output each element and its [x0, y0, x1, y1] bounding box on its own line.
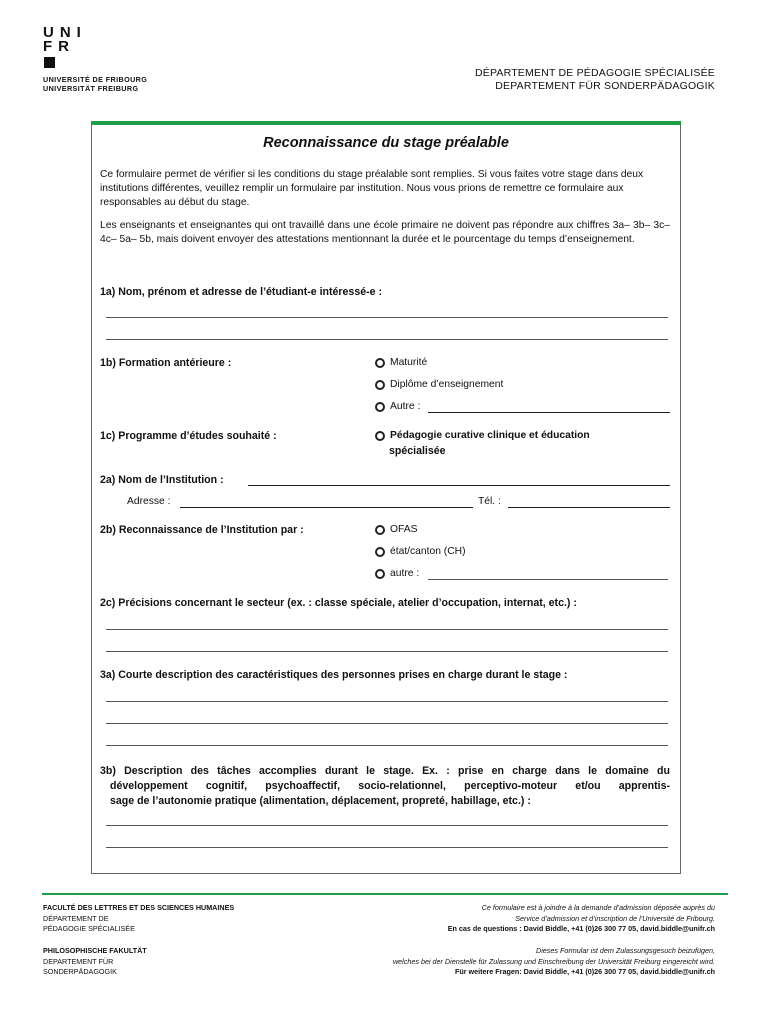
question-3a: 3a) Courte description des caractéristiques des personnes prises en charge durant le stage :	[100, 669, 568, 681]
footer-dept-fr-2: PÉDAGOGIE SPÉCIALISÉE	[43, 924, 135, 933]
faculty-name-de: PHILOSOPHISCHE FAKULTÄT	[43, 946, 147, 955]
intro-paragraph-2: Les enseignants et enseignantes qui ont travaillé dans une école primaire ne doivent pas répondre aux chiffres 3a– 3b– 3c–4c– 5a– 5b, mais doivent envoyer des attestations mentionnant la durée et le pourcentage du temps d’enseignement.	[100, 220, 670, 245]
logo-line-1: UNI	[43, 24, 87, 41]
radio-icon[interactable]	[375, 525, 385, 535]
option-label: Diplôme d’enseignement	[390, 379, 504, 390]
institution-name-line[interactable]	[248, 485, 670, 486]
footer-note-fr-1: Ce formulaire est à joindre à la demande d’admission déposée auprès du	[481, 903, 715, 912]
option-autre-2b[interactable]	[375, 568, 419, 579]
question-3b-line-2: développement cognitif, psychoaffectif, socio-relationnel, perceptivo-moteur et/ou apprentis-	[110, 780, 670, 792]
option-autre[interactable]	[375, 401, 420, 412]
form-title: Reconnaissance du stage préalable	[263, 135, 509, 151]
question-3b	[100, 764, 670, 809]
option-label: Autre :	[390, 401, 421, 412]
intro-paragraph-1: Ce formulaire permet de vérifier si les conditions du stage préalable sont remplies. Si vous faites votre stage dans deux institutions différentes, veuillez remplir un formulaire par institution. Nous vous prions de remettre ce formulaire aux responsables au début du stage.	[100, 169, 644, 208]
question-3b-line-3: sage de l’autonomie pratique (alimentation, déplacement, propreté, habillage, etc.) :	[110, 795, 531, 807]
option-etat-canton[interactable]	[375, 546, 466, 557]
option-label: autre :	[390, 568, 420, 579]
answer-line-1a-1[interactable]	[106, 317, 668, 318]
logo-line-2: FR	[43, 38, 75, 55]
footer-right-de	[275, 946, 715, 978]
department-header	[475, 67, 715, 93]
footer-dept-de-2: SONDERPÄDAGOGIK	[43, 967, 117, 976]
footer-contact-de: Für weitere Fragen: David Biddle, +41 (0)26 300 77 05, david.biddle@unifr.ch	[454, 967, 715, 976]
footer-left-fr	[43, 903, 234, 935]
department-name-de: DEPARTEMENT FÜR SONDERPÄDAGOGIK	[495, 80, 715, 92]
option-label: Pédagogie curative clinique et éducation	[390, 430, 590, 441]
autre-line-1b[interactable]	[428, 412, 670, 413]
logo-wordmark	[43, 26, 87, 54]
address-label: Adresse :	[127, 496, 171, 507]
answer-line-2c-2[interactable]	[106, 651, 668, 652]
answer-line-1a-2[interactable]	[106, 339, 668, 340]
answer-line-2c-1[interactable]	[106, 629, 668, 630]
footer-divider	[42, 893, 728, 895]
tel-label: Tél. :	[478, 496, 501, 507]
option-label: Maturité	[390, 357, 428, 368]
option-pedagogie[interactable]	[375, 430, 590, 441]
answer-line-3a-3[interactable]	[106, 745, 668, 746]
question-1a: 1a) Nom, prénom et adresse de l’étudiant-e intéressé-e :	[100, 286, 382, 298]
radio-icon[interactable]	[375, 358, 385, 368]
option-label: état/canton (CH)	[390, 546, 466, 557]
option-label: OFAS	[390, 524, 418, 535]
faculty-name-fr: FACULTÉ DES LETTRES ET DES SCIENCES HUMAINES	[43, 903, 235, 912]
question-2b: 2b) Reconnaissance de l’Institution par :	[100, 524, 304, 536]
footer-note-de-1: Dieses Formular ist dem Zulassungsgesuch beizufügen,	[536, 946, 715, 955]
department-name-fr: DÉPARTEMENT DE PÉDAGOGIE SPÉCIALISÉE	[474, 67, 715, 79]
question-1c: 1c) Programme d’études souhaité :	[100, 430, 277, 442]
option-diplome[interactable]	[375, 379, 503, 390]
question-2a: 2a) Nom de l’Institution :	[100, 474, 224, 486]
question-1b: 1b) Formation antérieure :	[100, 357, 232, 369]
university-name-de: UNIVERSITÄT FREIBURG	[43, 84, 139, 93]
answer-line-3b-1[interactable]	[106, 825, 668, 826]
option-maturite[interactable]	[375, 357, 427, 368]
question-3b-line-1: 3b) Description des tâches accomplies durant le stage. Ex. : prise en charge dans le domaine du	[100, 765, 670, 777]
answer-line-3b-2[interactable]	[106, 847, 668, 848]
answer-line-3a-1[interactable]	[106, 701, 668, 702]
footer-dept-fr-1: DÉPARTEMENT DE	[43, 913, 109, 923]
form-accent-bar	[91, 121, 681, 125]
radio-icon[interactable]	[375, 431, 385, 441]
footer-dept-de-1: DEPARTEMENT FÜR	[43, 956, 114, 966]
option-pedagogie-line-2: spécialisée	[389, 445, 446, 457]
tel-line[interactable]	[508, 507, 670, 508]
address-line[interactable]	[180, 507, 473, 508]
footer-note-de-2: welches bei der Dienstelle für Zulassung und Einschreibung der Universität Freiburg eingereicht wird.	[392, 956, 715, 966]
autre-line-2b[interactable]	[428, 579, 668, 580]
footer-contact-fr: En cas de questions : David Biddle, +41 (0)26 300 77 05, david.biddle@unifr.ch	[447, 924, 715, 933]
footer-left-de	[43, 946, 147, 978]
logo-square-icon	[44, 57, 55, 68]
logo-university-name	[43, 75, 147, 93]
answer-line-3a-2[interactable]	[106, 723, 668, 724]
radio-icon[interactable]	[375, 569, 385, 579]
footer-right-fr	[295, 903, 715, 935]
radio-icon[interactable]	[375, 380, 385, 390]
question-2c: 2c) Précisions concernant le secteur (ex. : classe spéciale, atelier d’occupation, internat, etc.) :	[100, 597, 577, 609]
radio-icon[interactable]	[375, 402, 385, 412]
radio-icon[interactable]	[375, 547, 385, 557]
footer-note-fr-2: Service d’admission et d’inscription de l’Université de Fribourg.	[515, 913, 715, 923]
option-ofas[interactable]	[375, 524, 417, 535]
university-name-fr: UNIVERSITÉ DE FRIBOURG	[43, 75, 148, 84]
